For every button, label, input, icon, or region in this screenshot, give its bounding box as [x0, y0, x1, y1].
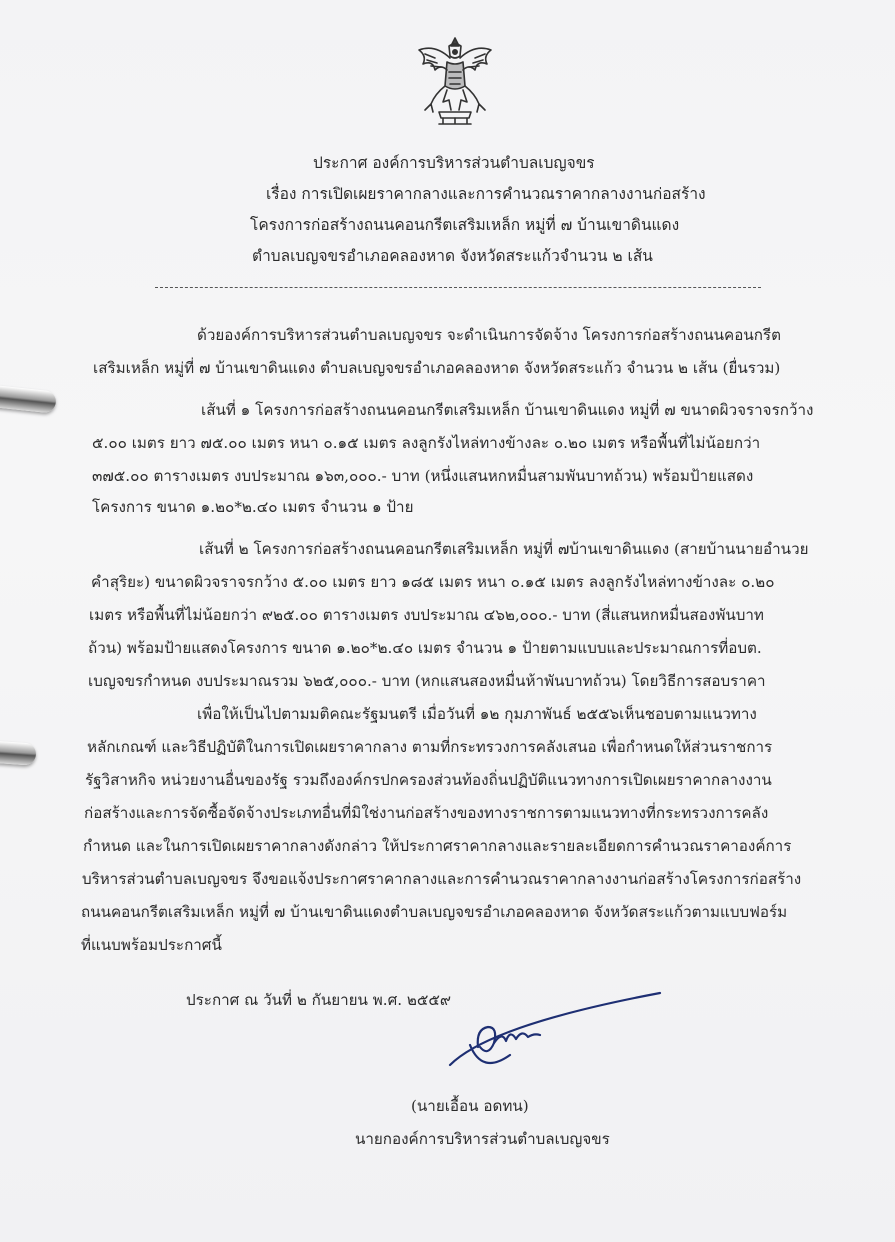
body-line: ๕.๐๐ เมตร ยาว ๗๕.๐๐ เมตร หนา ๐.๑๕ เมตร ลงลูกรังไหล่ทางข้างละ ๐.๒๐ เมตร หรือพื้นที่ไม่น้อยกว่า — [92, 434, 761, 452]
body-line: รัฐวิสาหกิจ หน่วยงานอื่นของรัฐ รวมถึงองค์กรปกครองส่วนท้องถิ่นปฏิบัติแนวทางการเปิดเผยราคากลางงาน — [85, 771, 772, 789]
garuda-emblem-icon — [405, 30, 505, 130]
body-line: ก่อสร้างและการจัดซื้อจัดจ้างประเภทอื่นที่มิใช่งานก่อสร้างของทางราชการตามแนวทางที่กระทรวงการคลัง — [84, 804, 769, 822]
body-line: เส้นที่ ๒ โครงการก่อสร้างถนนคอนกรีตเสริมเหล็ก หมู่ที่ ๗บ้านเขาดินแดง (สายบ้านนายอำนวย — [199, 540, 809, 558]
body-line: โครงการ ขนาด ๑.๒๐*๒.๔๐ เมตร จำนวน ๑ ป้าย — [92, 498, 414, 516]
signatory-name: (นายเอื้อน อดทน) — [411, 1097, 529, 1115]
binder-ring-middle — [0, 740, 37, 765]
body-line: หลักเกณฑ์ และวิธีปฏิบัติในการเปิดเผยราคากลาง ตามที่กระทรวงการคลังเสนอ เพื่อกำหนดให้ส่วนราชการ — [87, 738, 773, 756]
signature-icon — [430, 985, 670, 1085]
body-line: เส้นที่ ๑ โครงการก่อสร้างถนนคอนกรีตเสริมเหล็ก บ้านเขาดินแดง หมู่ที่ ๗ ขนาดผิวจราจรกว้าง — [201, 401, 814, 419]
body-line: เบญจขรกำหนด งบประมาณรวม ๖๒๕,๐๐๐.- บาท (หกแสนสองหมื่นห้าพันบาทถ้วน) โดยวิธีการสอบราคา — [88, 672, 766, 690]
body-line: เมตร หรือพื้นที่ไม่น้อยกว่า ๙๒๕.๐๐ ตารางเมตร งบประมาณ ๔๖๒,๐๐๐.- บาท (สี่แสนหกหมื่นสองพันบาท — [89, 606, 764, 624]
body-line: ถนนคอนกรีตเสริมเหล็ก หมู่ที่ ๗ บ้านเขาดินแดงตำบลเบญจขรอำเภอคลองหาด จังหวัดสระแก้วตามแบบฟอร์ม — [81, 903, 788, 921]
body-line: ด้วยองค์การบริหารส่วนตำบลเบญจขร จะดำเนินการจัดจ้าง โครงการก่อสร้างถนนคอนกรีต — [197, 326, 781, 344]
body-line: เพื่อให้เป็นไปตามมติคณะรัฐมนตรี เมื่อวันที่ ๑๒ กุมภาพันธ์ ๒๕๕๖เห็นชอบตามแนวทาง — [197, 705, 757, 723]
body-line: ที่แนบพร้อมประกาศนี้ — [81, 936, 222, 954]
body-line: เสริมเหล็ก หมู่ที่ ๗ บ้านเขาดินแดง ตำบลเบญจขรอำเภอคลองหาด จังหวัดสระแก้ว จำนวน ๒ เส้น (ยื่นรวม) — [93, 359, 781, 377]
binder-ring-top — [0, 384, 57, 413]
body-line: คำสุริยะ) ขนาดผิวจราจรกว้าง ๕.๐๐ เมตร ยาว ๑๘๕ เมตร หนา ๐.๑๕ เมตร ลงลูกรังไหล่ทางข้างละ ๐.๒๐ — [91, 573, 775, 591]
body-line: บริหารส่วนตำบลเบญจขร จึงขอแจ้งประกาศราคากลางและการคำนวณราคากลางงานก่อสร้างโครงการก่อสร้าง — [82, 870, 802, 888]
subject-line: เรื่อง การเปิดเผยราคากลางและการคำนวณราคากลางงานก่อสร้าง — [266, 185, 706, 203]
project-line: โครงการก่อสร้างถนนคอนกรีตเสริมเหล็ก หมู่ที่ ๗ บ้านเขาดินแดง — [250, 216, 680, 234]
announce-date: ประกาศ ณ วันที่ ๒ กันยายน พ.ศ. ๒๕๕๙ — [186, 991, 452, 1009]
signatory-position: นายกองค์การบริหารส่วนตำบลเบญจขร — [355, 1130, 610, 1148]
body-line: ๓๗๕.๐๐ ตารางเมตร งบประมาณ ๑๖๓,๐๐๐.- บาท (หนึ่งแสนหกหมื่นสามพันบาทถ้วน) พร้อมป้ายแสดง — [92, 467, 754, 485]
body-line: ถ้วน) พร้อมป้ายแสดงโครงการ ขนาด ๑.๒๐*๒.๔๐ เมตร จำนวน ๑ ป้ายตามแบบและประมาณการที่อบต. — [88, 639, 762, 657]
divider-rule — [155, 287, 761, 288]
body-line: กำหนด และในการเปิดเผยราคากลางดังกล่าว ให้ประกาศราคากลางและรายละเอียดการคำนวณราคาองค์การ — [83, 837, 792, 855]
announcement-heading: ประกาศ องค์การบริหารส่วนตำบลเบญจขร — [313, 154, 595, 172]
location-line: ตำบลเบญจขรอำเภอคลองหาด จังหวัดสระแก้วจำนวน ๒ เส้น — [252, 247, 653, 265]
